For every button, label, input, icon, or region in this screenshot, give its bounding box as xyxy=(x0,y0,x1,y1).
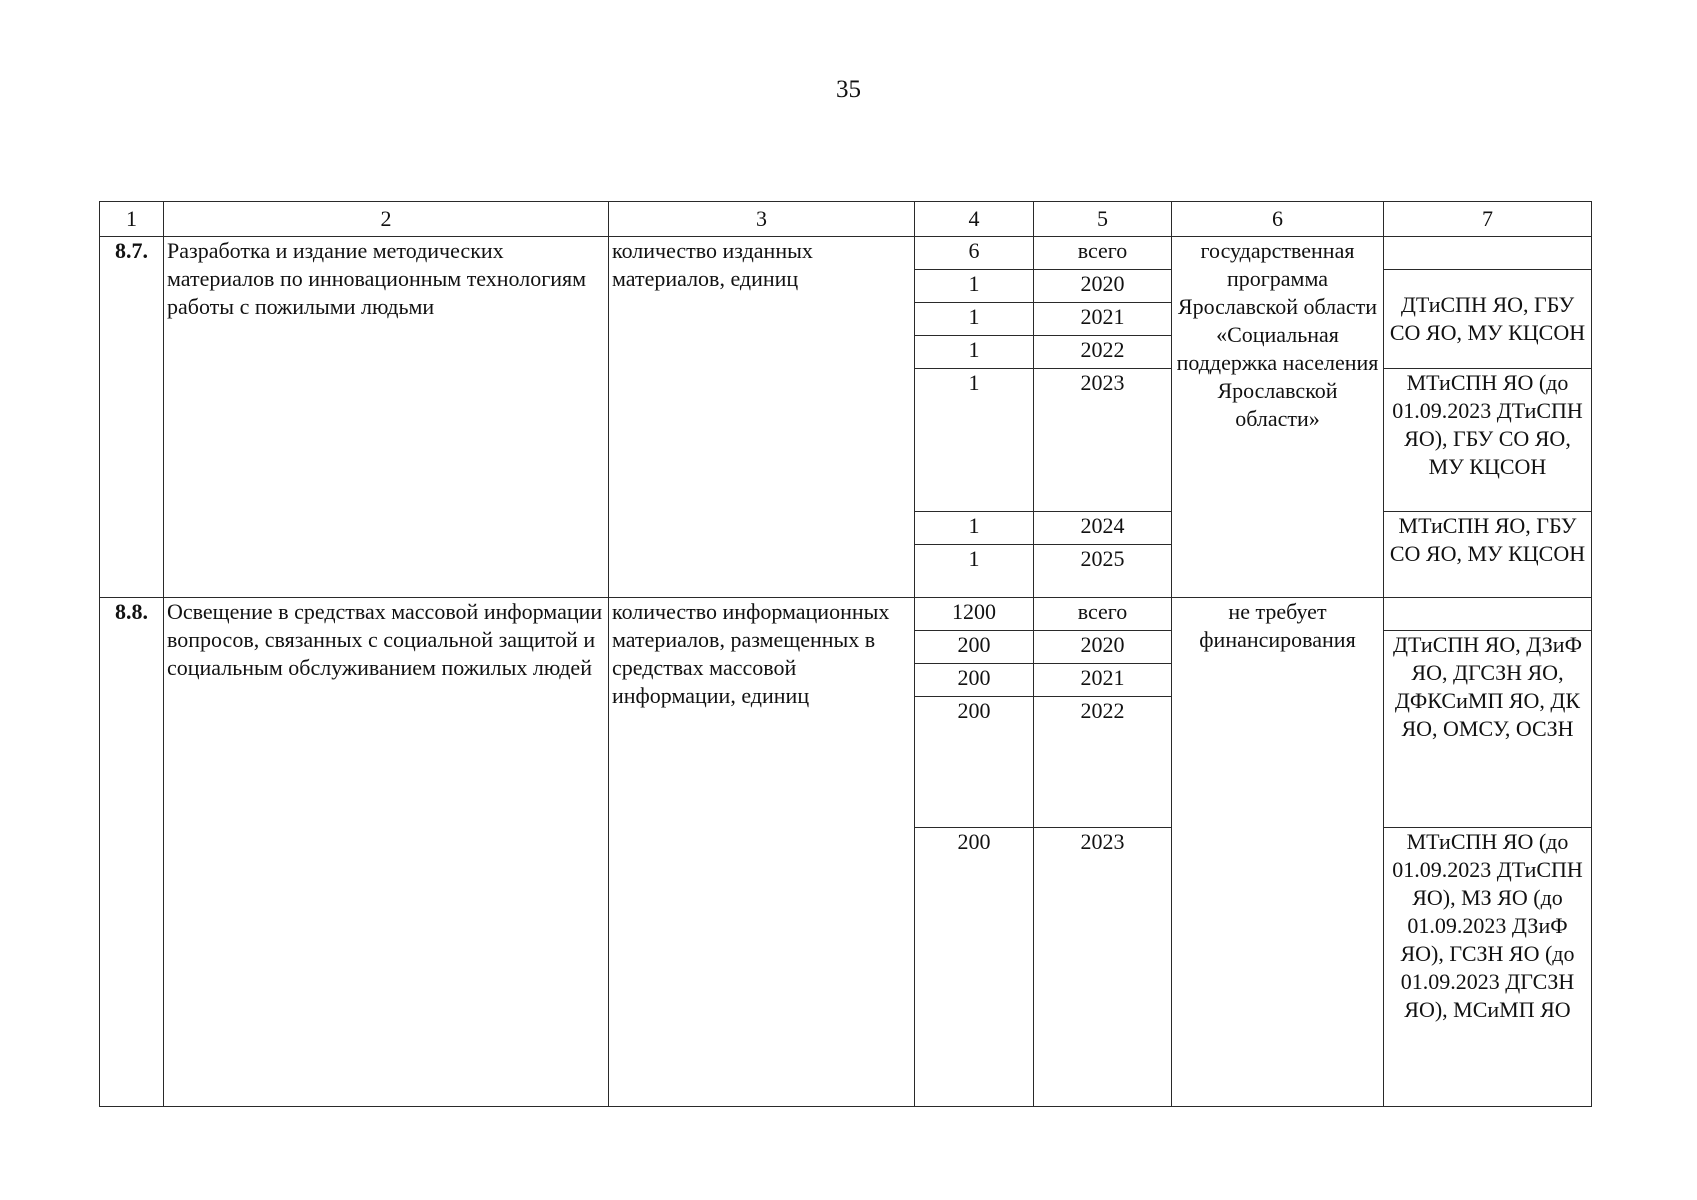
header-col-4: 4 xyxy=(915,202,1034,237)
header-col-2: 2 xyxy=(164,202,609,237)
indicator-value: 1 xyxy=(915,545,1034,598)
executors-cell xyxy=(1384,598,1592,631)
indicator-value: 1 xyxy=(915,336,1034,369)
funding-source: государственная программа Ярославской области «Социальная поддержка населения Ярославской области» xyxy=(1172,237,1384,598)
executors-cell: ДТиСПН ЯО, ДЗиФ ЯО, ДГСЗН ЯО, ДФКСиМП ЯО, ДК ЯО, ОМСУ, ОСЗН xyxy=(1384,631,1592,828)
indicator-year: всего xyxy=(1034,237,1172,270)
header-col-5: 5 xyxy=(1034,202,1172,237)
measure-number: 8.8. xyxy=(100,598,164,1107)
executors-cell: МТиСПН ЯО, ГБУ СО ЯО, МУ КЦСОН xyxy=(1384,512,1592,598)
page-number: 35 xyxy=(836,76,861,103)
table-row xyxy=(100,237,1592,270)
indicator-value: 200 xyxy=(915,697,1034,828)
measure-name: Разработка и издание методических материалов по инновационным технологиям работы с пожилыми людьми xyxy=(164,237,609,598)
measures-table xyxy=(99,201,1592,1107)
header-col-3: 3 xyxy=(609,202,915,237)
indicator-value: 200 xyxy=(915,631,1034,664)
indicator-value: 200 xyxy=(915,828,1034,1107)
header-row xyxy=(100,202,1592,237)
indicator-year: 2020 xyxy=(1034,631,1172,664)
measure-number: 8.7. xyxy=(100,237,164,598)
executors-cell: МТиСПН ЯО (до 01.09.2023 ДТиСПН ЯО), ГБУ СО ЯО, МУ КЦСОН xyxy=(1384,369,1592,512)
header-col-6: 6 xyxy=(1172,202,1384,237)
indicator-year: всего xyxy=(1034,598,1172,631)
indicator-year: 2022 xyxy=(1034,697,1172,828)
executors-cell: МТиСПН ЯО (до 01.09.2023 ДТиСПН ЯО), МЗ ЯО (до 01.09.2023 ДЗиФ ЯО), ГСЗН ЯО (до 01.09.2023 ДГСЗН ЯО), МСиМП ЯО xyxy=(1384,828,1592,1107)
indicator-value: 1 xyxy=(915,303,1034,336)
executors-cell xyxy=(1384,237,1592,270)
indicator-value: 1 xyxy=(915,512,1034,545)
indicator-value: 1 xyxy=(915,270,1034,303)
indicator-value: 200 xyxy=(915,664,1034,697)
indicator-value: 1200 xyxy=(915,598,1034,631)
indicator-year: 2022 xyxy=(1034,336,1172,369)
table-row xyxy=(100,598,1592,631)
indicator-year: 2021 xyxy=(1034,303,1172,336)
header-col-1: 1 xyxy=(100,202,164,237)
indicator-year: 2021 xyxy=(1034,664,1172,697)
indicator-value: 6 xyxy=(915,237,1034,270)
indicator-value: 1 xyxy=(915,369,1034,512)
indicator-year: 2025 xyxy=(1034,545,1172,598)
indicator-year: 2023 xyxy=(1034,369,1172,512)
executors-cell: ДТиСПН ЯО, ГБУ СО ЯО, МУ КЦСОН xyxy=(1384,270,1592,369)
indicator-year: 2020 xyxy=(1034,270,1172,303)
measure-indicator: количество информационных материалов, размещенных в средствах массовой информации, единиц xyxy=(609,598,915,1107)
header-col-7: 7 xyxy=(1384,202,1592,237)
indicator-year: 2023 xyxy=(1034,828,1172,1107)
funding-source: не требует финансирования xyxy=(1172,598,1384,1107)
measure-indicator: количество изданных материалов, единиц xyxy=(609,237,915,598)
indicator-year: 2024 xyxy=(1034,512,1172,545)
measure-name: Освещение в средствах массовой информации вопросов, связанных с социальной защитой и социальным обслуживанием пожилых людей xyxy=(164,598,609,1107)
